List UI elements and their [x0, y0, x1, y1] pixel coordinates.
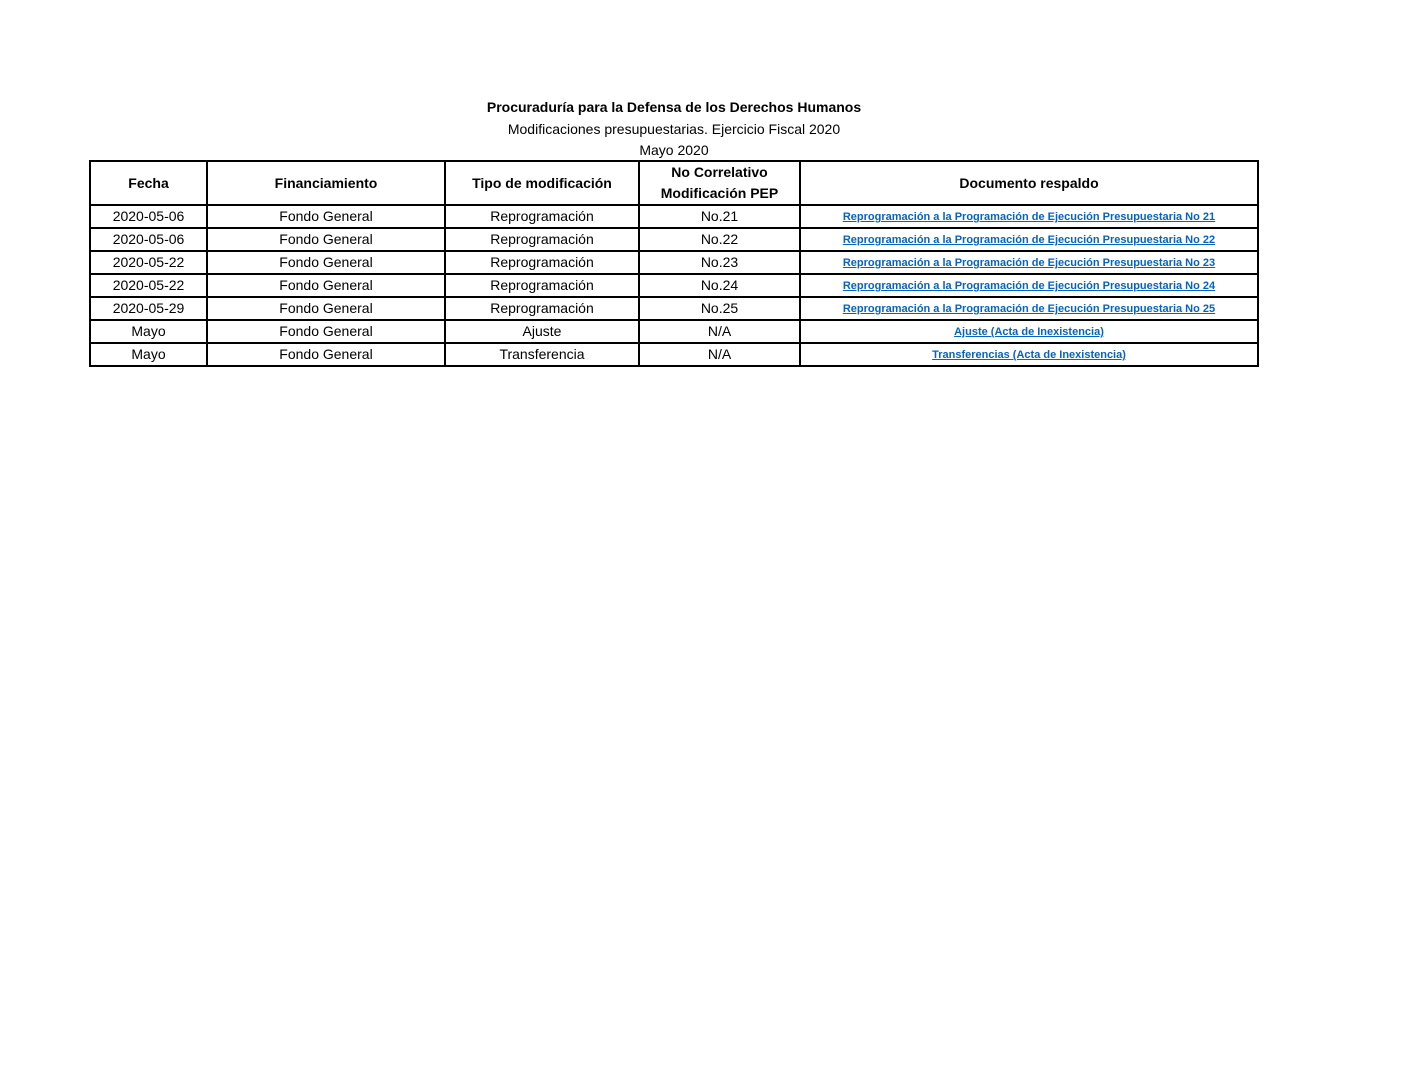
cell-financiamiento: Fondo General: [207, 297, 445, 320]
table-row: [90, 228, 1258, 251]
document-link[interactable]: Ajuste (Acta de Inexistencia): [954, 326, 1104, 338]
cell-financiamiento: Fondo General: [207, 251, 445, 274]
column-header-correlativo: [639, 161, 800, 205]
cell-fecha: 2020-05-06: [90, 205, 207, 228]
table-row: [90, 274, 1258, 297]
cell-financiamiento: Fondo General: [207, 205, 445, 228]
cell-documento: [800, 297, 1258, 320]
column-header-fecha: Fecha: [90, 161, 207, 205]
table-row: [90, 343, 1258, 366]
table-row: [90, 251, 1258, 274]
budget-modifications-table: [89, 160, 1259, 367]
table-header-row: [90, 161, 1258, 205]
cell-financiamiento: Fondo General: [207, 320, 445, 343]
cell-tipo: Transferencia: [445, 343, 639, 366]
cell-documento: [800, 228, 1258, 251]
cell-documento: [800, 320, 1258, 343]
cell-correlativo: No.23: [639, 251, 800, 274]
document-period: Mayo 2020: [639, 142, 709, 158]
cell-documento: [800, 274, 1258, 297]
document-link[interactable]: Reprogramación a la Programación de Ejecución Presupuestaria No 21: [842, 211, 1216, 223]
table-row: [90, 205, 1258, 228]
cell-fecha: 2020-05-06: [90, 228, 207, 251]
cell-fecha: Mayo: [90, 343, 207, 366]
cell-financiamiento: Fondo General: [207, 274, 445, 297]
column-header-documento: Documento respaldo: [800, 161, 1258, 205]
column-header-financiamiento: Financiamiento: [207, 161, 445, 205]
cell-tipo: Reprogramación: [445, 205, 639, 228]
cell-fecha: 2020-05-29: [90, 297, 207, 320]
document-title: Procuraduría para la Defensa de los Derechos Humanos: [486, 99, 862, 115]
document-link[interactable]: Reprogramación a la Programación de Ejecución Presupuestaria No 24: [842, 280, 1216, 292]
cell-correlativo: No.22: [639, 228, 800, 251]
cell-tipo: Reprogramación: [445, 251, 639, 274]
column-header-tipo: Tipo de modificación: [445, 161, 639, 205]
cell-tipo: Reprogramación: [445, 228, 639, 251]
cell-documento: [800, 251, 1258, 274]
cell-tipo: Reprogramación: [445, 297, 639, 320]
table-row: [90, 297, 1258, 320]
cell-fecha: 2020-05-22: [90, 251, 207, 274]
cell-documento: [800, 343, 1258, 366]
document-link[interactable]: Reprogramación a la Programación de Ejecución Presupuestaria No 23: [842, 257, 1216, 269]
cell-fecha: 2020-05-22: [90, 274, 207, 297]
document-link[interactable]: Reprogramación a la Programación de Ejecución Presupuestaria No 25: [842, 303, 1216, 315]
table-row: [90, 320, 1258, 343]
cell-correlativo: No.25: [639, 297, 800, 320]
cell-correlativo: No.21: [639, 205, 800, 228]
cell-documento: [800, 205, 1258, 228]
document-subtitle: Modificaciones presupuestarias. Ejercicio Fiscal 2020: [507, 121, 841, 137]
cell-correlativo: N/A: [639, 343, 800, 366]
document-link[interactable]: Reprogramación a la Programación de Ejecución Presupuestaria No 22: [842, 234, 1216, 246]
document-link[interactable]: Transferencias (Acta de Inexistencia): [932, 349, 1126, 361]
column-header-correlativo-line1: No Correlativo: [671, 164, 768, 180]
cell-financiamiento: Fondo General: [207, 343, 445, 366]
cell-tipo: Ajuste: [445, 320, 639, 343]
cell-fecha: Mayo: [90, 320, 207, 343]
cell-correlativo: N/A: [639, 320, 800, 343]
column-header-correlativo-line2: Modificación PEP: [660, 185, 779, 201]
cell-tipo: Reprogramación: [445, 274, 639, 297]
cell-correlativo: No.24: [639, 274, 800, 297]
cell-financiamiento: Fondo General: [207, 228, 445, 251]
